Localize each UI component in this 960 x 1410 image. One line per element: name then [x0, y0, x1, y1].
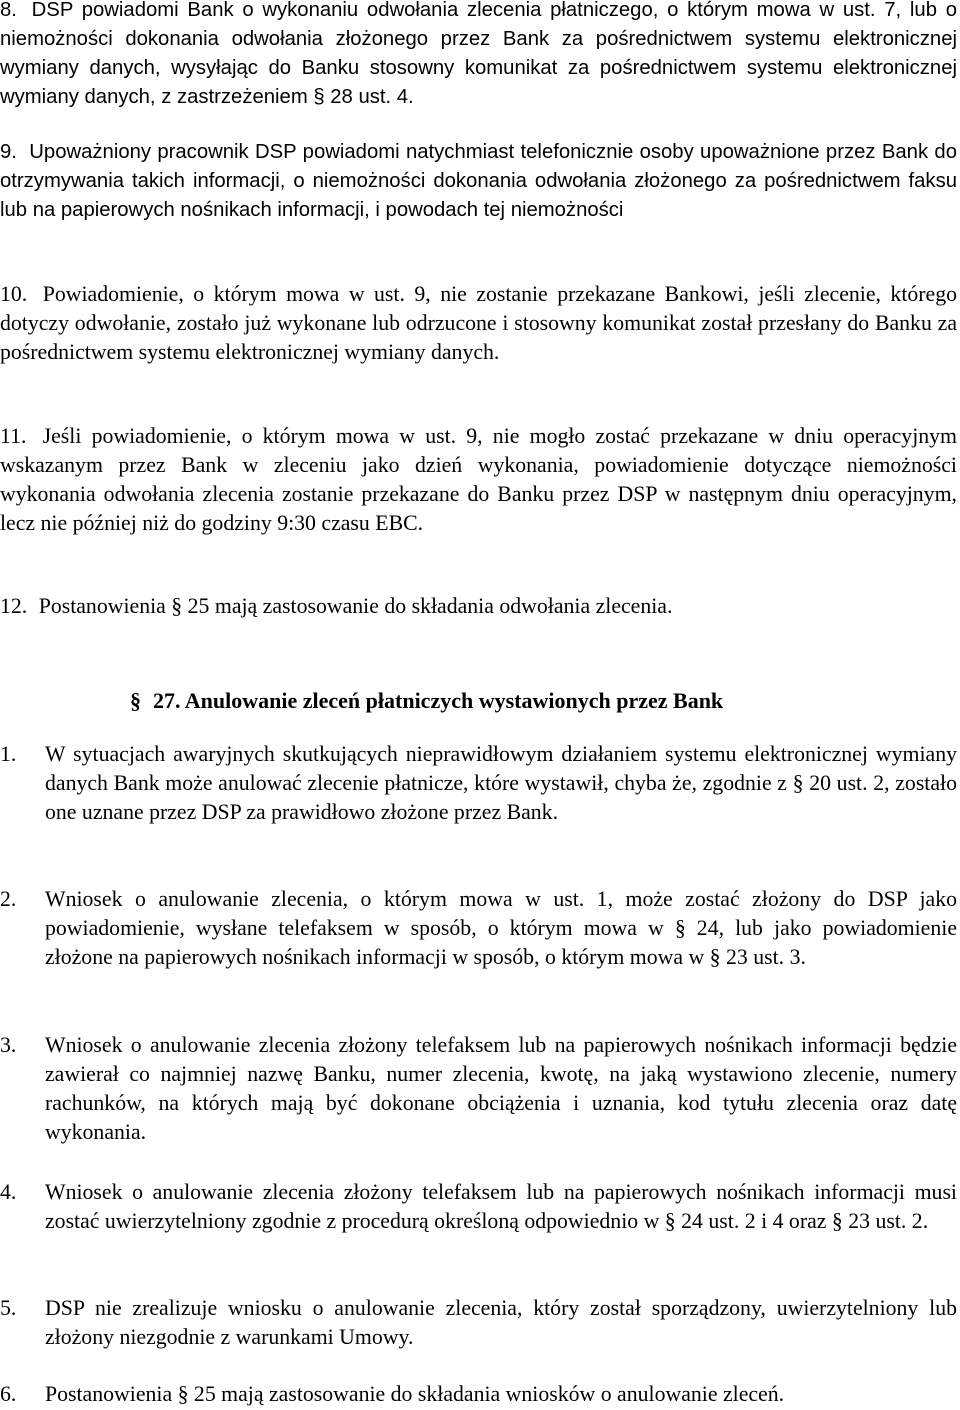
paragraph-number: 1. — [0, 742, 17, 766]
paragraph-number: 10. — [0, 282, 28, 306]
paragraph-text: W sytuacjach awaryjnych skutkujących nieprawidłowym działaniem systemu elektronicznej wymiany danych Bank może anulować zlecenie płatnicze, które wystawił, chyba że, zgodnie z § 20 ust. 2, zostało one uznane przez DSP za prawidłowo złożone przez Bank. — [45, 742, 957, 824]
paragraph-number: 4. — [0, 1180, 17, 1204]
paragraph-number: 12. — [0, 594, 28, 618]
paragraph-text: Postanowienia § 25 mają zastosowanie do składania wniosków o anulowanie zleceń. — [45, 1382, 785, 1406]
paragraph-10 — [0, 280, 957, 367]
paragraph-11 — [0, 422, 957, 538]
paragraph-text: Jeśli powiadomienie, o którym mowa w ust. 9, nie mogło zostać przekazane w dniu operacyjnym wskazanym przez Bank w zleceniu jako dzień wykonania, powiadomienie dotyczące niemożności wykonania odwołania zlecenia zostanie przekazane do Banku przez DSP w następnym dniu operacyjnym, lecz nie później niż do godziny 9:30 czasu EBC. — [0, 424, 957, 535]
section-heading — [130, 686, 723, 715]
paragraph-s27-6 — [0, 1380, 957, 1409]
section-sign: § — [130, 688, 141, 713]
paragraph-text: Wniosek o anulowanie zlecenia, o którym mowa w ust. 1, może zostać złożony do DSP jako powiadomienie, wysłane telefaksem w sposób, o którym mowa w § 24, lub jako powiadomienie złożone na papierowych nośnikach informacji w sposób, o którym mowa w § 23 ust. 3. — [45, 887, 957, 969]
paragraph-number: 11. — [0, 424, 27, 448]
paragraph-number: 2. — [0, 887, 17, 911]
paragraph-number: 8. — [0, 0, 17, 21]
paragraph-number: 6. — [0, 1382, 17, 1406]
paragraph-number: 5. — [0, 1296, 17, 1320]
paragraph-number: 3. — [0, 1033, 17, 1057]
paragraph-s27-1 — [0, 740, 957, 827]
section-title: 27. Anulowanie zleceń płatniczych wystawionych przez Bank — [153, 688, 724, 713]
paragraph-s27-5 — [0, 1294, 957, 1352]
paragraph-text: Powiadomienie, o którym mowa w ust. 9, nie zostanie przekazane Bankowi, jeśli zlecenie, którego dotyczy odwołanie, zostało już wykonane lub odrzucone i stosowny komunikat został przesłany do Banku za pośrednictwem systemu elektronicznej wymiany danych. — [0, 282, 958, 364]
paragraph-text: Wniosek o anulowanie zlecenia złożony telefaksem lub na papierowych nośnikach informacji musi zostać uwierzytelniony zgodnie z procedurą określoną odpowiednio w § 24 ust. 2 i 4 oraz § 23 ust. 2. — [45, 1180, 957, 1233]
paragraph-s27-4 — [0, 1178, 957, 1236]
paragraph-12 — [0, 592, 957, 621]
paragraph-text: Upoważniony pracownik DSP powiadomi natychmiast telefonicznie osoby upoważnione przez Bank do otrzymywania takich informacji, o niemożności dokonania odwołania złożonego za pośrednictwem faksu lub na papierowych nośnikach informacji, i powodach tej niemożności — [0, 141, 957, 221]
paragraph-number: 9. — [0, 141, 17, 163]
paragraph-s27-2 — [0, 885, 957, 972]
paragraph-text: DSP powiadomi Bank o wykonaniu odwołania zlecenia płatniczego, o którym mowa w ust. 7, lub o niemożności dokonania odwołania złożonego przez Bank za pośrednictwem systemu elektronicznej wymiany danych, wysyłając do Banku stosowny komunikat za pośrednictwem systemu elektronicznej wymiany danych, z zastrzeżeniem § 28 ust. 4. — [0, 0, 957, 108]
paragraph-9 — [0, 138, 957, 225]
paragraph-text: Wniosek o anulowanie zlecenia złożony telefaksem lub na papierowych nośnikach informacji będzie zawierał co najmniej nazwę Banku, numer zlecenia, kwotę, na jaką wystawiono zlecenie, numery rachunków, na których mają być dokonane obciążenia i uznania, kod tytułu zlecenia oraz datę wykonania. — [45, 1033, 957, 1144]
paragraph-s27-3 — [0, 1031, 957, 1147]
paragraph-text: Postanowienia § 25 mają zastosowanie do składania odwołania zlecenia. — [38, 594, 673, 618]
paragraph-text: DSP nie zrealizuje wniosku o anulowanie zlecenia, który został sporządzony, uwierzytelniony lub złożony niezgodnie z warunkami Umowy. — [45, 1296, 957, 1349]
paragraph-8 — [0, 0, 957, 112]
